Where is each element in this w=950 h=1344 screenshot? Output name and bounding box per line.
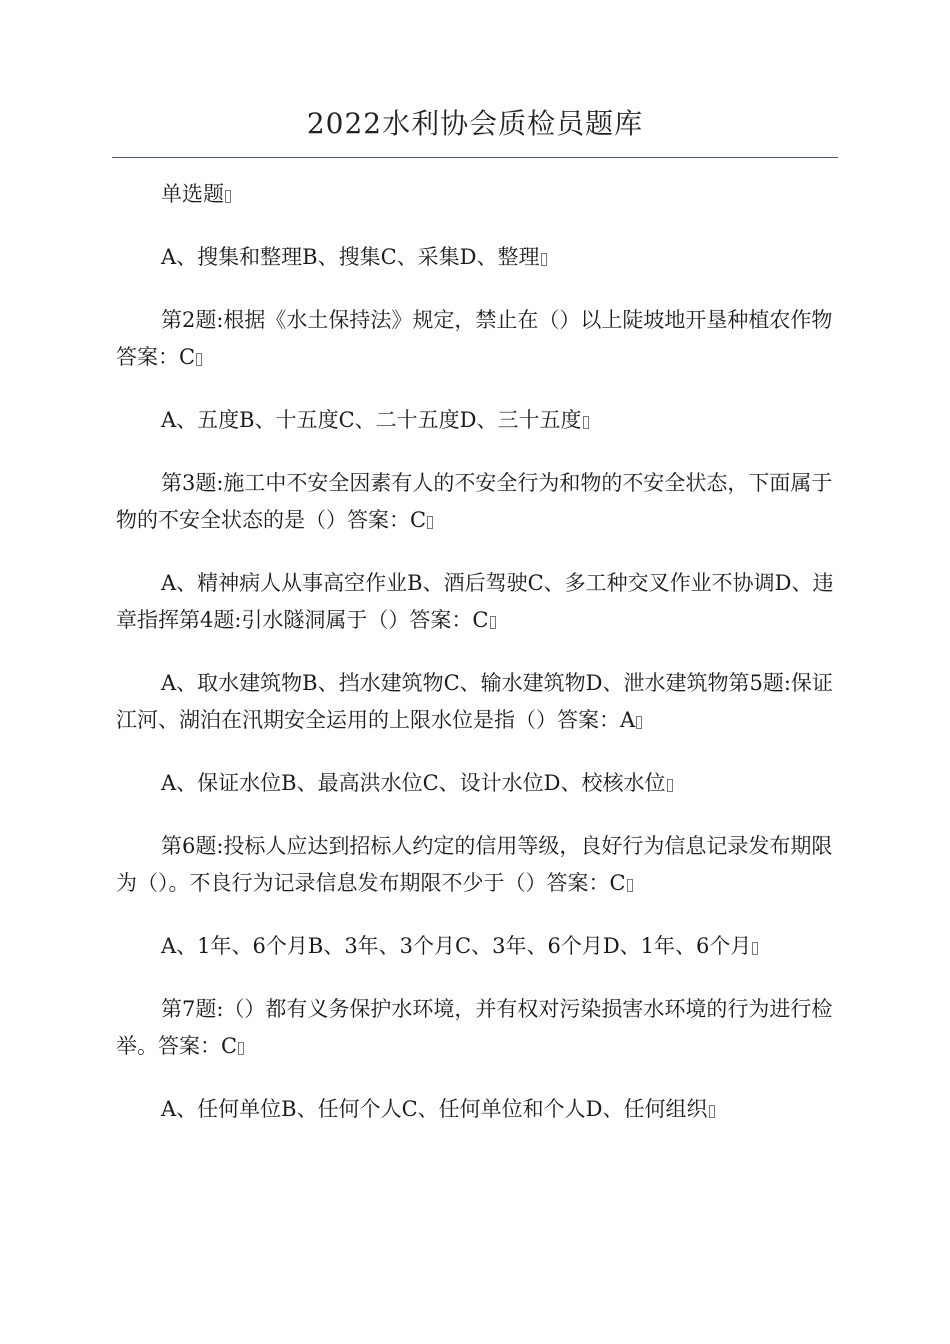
paragraph-mark-icon	[636, 716, 642, 729]
paragraph: A、1年、6个月B、3年、3个月C、3年、6个月D、1年、6个月	[116, 928, 842, 965]
paragraph-mark-icon	[541, 253, 547, 266]
paragraph-mark-icon	[225, 190, 231, 203]
paragraph: A、取水建筑物B、挡水建筑物C、输水建筑物D、泄水建筑物第5题:保证江河、湖泊在汛期安全运用的上限水位是指（）答案：A	[116, 671, 833, 732]
paragraph: 第2题:根据《水土保持法》规定，禁止在（）以上陡坡地开垦种植农作物答案：C	[116, 308, 833, 369]
paragraph: A、搜集和整理B、搜集C、采集D、整理	[116, 239, 842, 276]
paragraph-mark-icon	[709, 1105, 715, 1118]
paragraph-mark-icon	[490, 616, 496, 629]
paragraph-mark-icon	[667, 779, 673, 792]
paragraph: A、精神病人从事高空作业B、酒后驾驶C、多工种交叉作业不协调D、违章指挥第4题:引水隧洞属于（）答案：C	[116, 571, 834, 632]
document-title: 2022水利协会质检员题库	[306, 107, 644, 140]
paragraph: 第3题:施工中不安全因素有人的不安全行为和物的不安全状态，下面属于物的不安全状态的是（）答案：C	[116, 471, 833, 532]
paragraph-mark-icon	[427, 516, 433, 529]
paragraph-mark-icon	[196, 353, 202, 366]
paragraph: A、任何单位B、任何个人C、任何单位和个人D、任何组织	[116, 1091, 842, 1128]
paragraph: 单选题	[116, 176, 842, 213]
paragraph-mark-icon	[627, 879, 633, 892]
document-body	[116, 176, 842, 1154]
paragraph-mark-icon	[238, 1042, 244, 1055]
paragraph: A、保证水位B、最高洪水位C、设计水位D、校核水位	[116, 765, 842, 802]
paragraph-mark-icon	[752, 942, 758, 955]
paragraph: 第6题:投标人应达到招标人约定的信用等级，良好行为信息记录发布期限为（）。不良行为记录信息发布期限不少于（）答案：C	[116, 834, 833, 895]
paragraph: A、五度B、十五度C、二十五度D、三十五度	[116, 402, 842, 439]
title-divider	[112, 157, 838, 158]
paragraph-mark-icon	[583, 416, 589, 429]
paragraph: 第7题:（）都有义务保护水环境，并有权对污染损害水环境的行为进行检举。答案：C	[116, 997, 833, 1058]
